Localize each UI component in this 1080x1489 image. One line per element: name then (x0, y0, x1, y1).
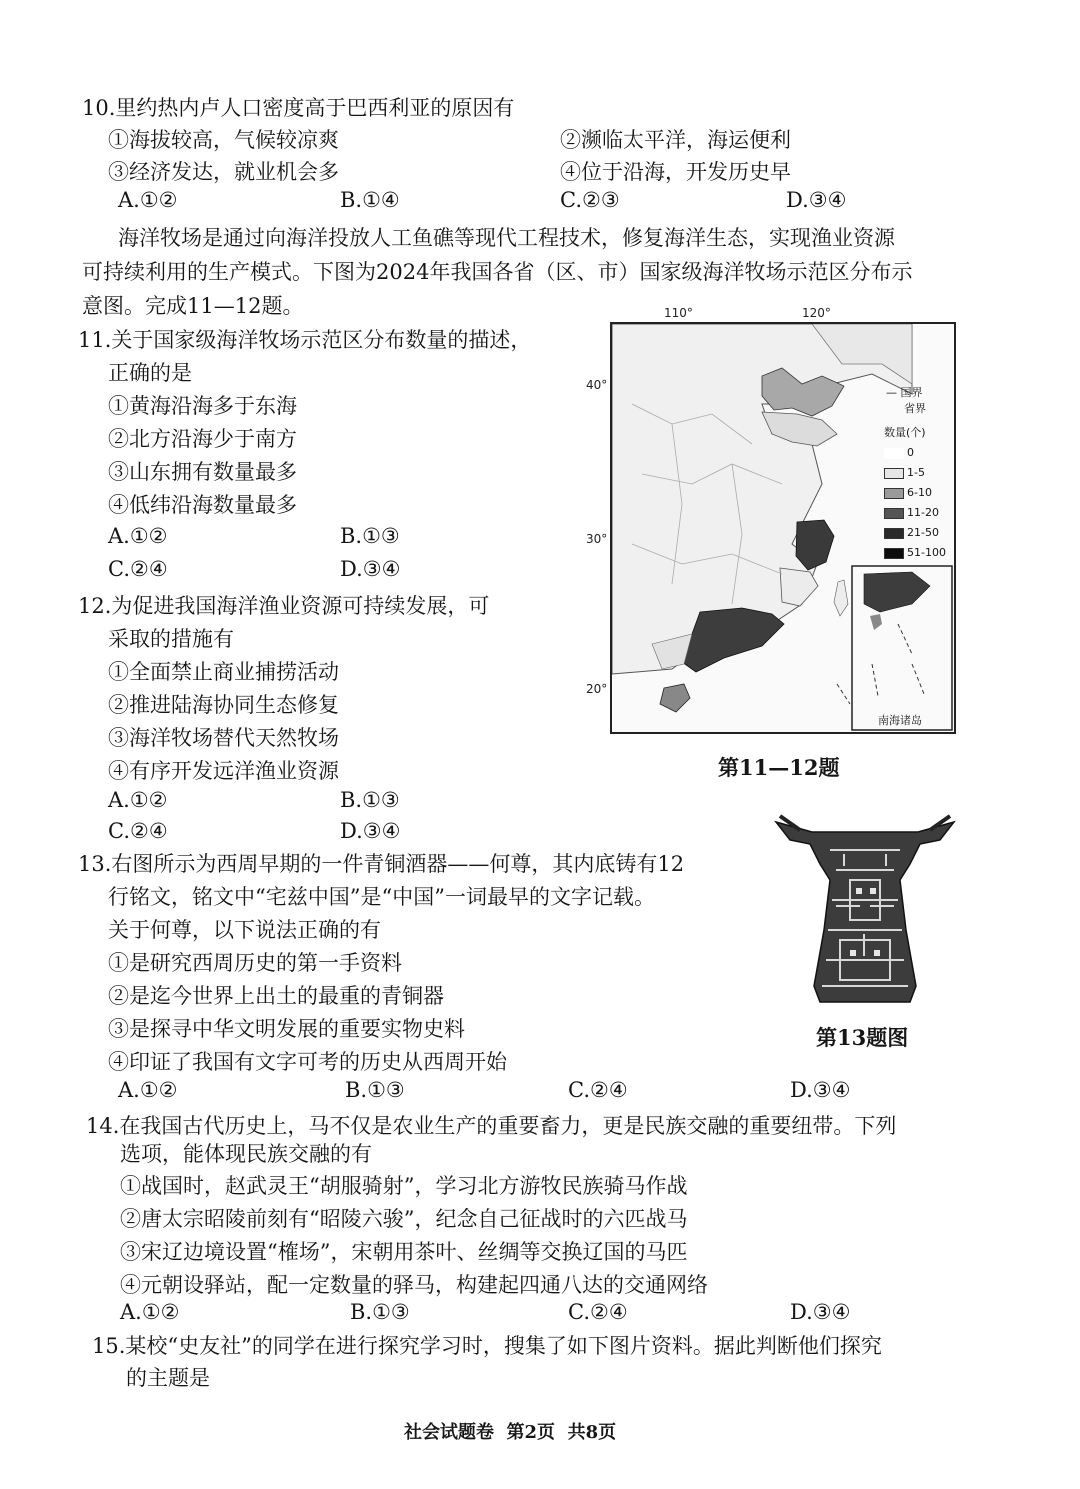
q15-stem-line-1: 15.某校“史友社”的同学在进行探究学习时，搜集了如下图片资料。据此判断他们探究 (92, 1334, 882, 1358)
q10-choice-c: C.②③ (560, 188, 620, 212)
lon-tick-110: 110° (664, 306, 693, 320)
q12-choice-a: A.①② (108, 788, 168, 812)
q14-stem-line-1: 14.在我国古代历史上，马不仅是农业生产的重要畜力，更是民族交融的重要纽带。下列 (86, 1114, 897, 1138)
q13-item-1: ①是研究西周历史的第一手资料 (108, 951, 402, 975)
q13-item-4: ④印证了我国有文字可考的历史从西周开始 (108, 1050, 507, 1074)
q11-item-3: ③山东拥有数量最多 (108, 460, 297, 484)
vessel-caption: 第13题图 (816, 1025, 909, 1050)
q11-item-1: ①黄海沿海多于东海 (108, 394, 297, 418)
q10-choice-a: A.①② (118, 188, 178, 212)
q13-item-2: ②是迄今世界上出土的最重的青铜器 (108, 984, 444, 1008)
legend-item-2: 6-10 (884, 486, 932, 499)
q11-stem-line-1: 11.关于国家级海洋牧场示范区分布数量的描述， (78, 328, 532, 352)
q14-stem-line-2: 选项，能体现民族交融的有 (120, 1142, 372, 1166)
legend-item-1: 1-5 (884, 466, 925, 479)
q14-choice-a: A.①② (120, 1300, 180, 1324)
q14-choice-d: D.③④ (790, 1300, 851, 1324)
q12-choice-b: B.①③ (340, 788, 400, 812)
lat-tick-20: 20° (586, 682, 608, 696)
legend-swatch (884, 508, 904, 519)
q10-stem: 10.里约热内卢人口密度高于巴西利亚的原因有 (82, 96, 515, 120)
q14-item-3: ③宋辽边境设置“榷场”，宋朝用茶叶、丝绸等交换辽国的马匹 (120, 1240, 688, 1264)
q13-choice-c: C.②④ (568, 1078, 628, 1102)
map-caption: 第11—12题 (718, 755, 840, 780)
lon-tick-120: 120° (802, 306, 831, 320)
q13-item-3: ③是探寻中华文明发展的重要实物史料 (108, 1017, 465, 1041)
legend-item-5: 51-100 (884, 546, 946, 559)
q13-choice-a: A.①② (118, 1078, 178, 1102)
q14-item-2: ②唐太宗昭陵前刻有“昭陵六骏”，纪念自己征战时的六匹战马 (120, 1207, 688, 1231)
legend-swatch (884, 488, 904, 499)
q13-stem-line-2: 行铭文，铭文中“宅兹中国”是“中国”一词最早的文字记载。 (108, 885, 655, 909)
inset-label: 南海诸岛 (878, 714, 922, 727)
legend-swatch (884, 528, 904, 539)
q14-item-1: ①战国时，赵武灵王“胡服骑射”，学习北方游牧民族骑马作战 (120, 1174, 688, 1198)
q15-stem-line-2: 的主题是 (126, 1366, 210, 1390)
q13-stem-line-3: 关于何尊，以下说法正确的有 (108, 918, 381, 942)
intro-line-2: 可持续利用的生产模式。下图为2024年我国各省（区、市）国家级海洋牧场示范区分布示 (82, 260, 913, 284)
q12-item-3: ③海洋牧场替代天然牧场 (108, 726, 339, 750)
he-zun-bronze-vessel-image (770, 810, 960, 1010)
q11-item-4: ④低纬沿海数量最多 (108, 493, 297, 517)
legend-item-4: 21-50 (884, 526, 939, 539)
q10-item-1: ①海拔较高，气候较凉爽 (108, 128, 339, 152)
legend-item-3: 11-20 (884, 506, 939, 519)
q12-item-4: ④有序开发远洋渔业资源 (108, 759, 339, 783)
lat-tick-40: 40° (586, 378, 608, 392)
q11-choice-c: C.②④ (108, 557, 168, 581)
q10-item-2: ②濒临太平洋，海运便利 (560, 128, 791, 152)
lat-tick-30: 30° (586, 532, 608, 546)
legend-national-border: — 国界 (886, 386, 923, 399)
q12-item-1: ①全面禁止商业捕捞活动 (108, 660, 339, 684)
q12-stem-line-1: 12.为促进我国海洋渔业资源可持续发展，可 (78, 594, 490, 618)
intro-line-3: 意图。完成11—12题。 (82, 294, 304, 318)
q14-choice-c: C.②④ (568, 1300, 628, 1324)
legend-title: 数量(个) (884, 426, 926, 439)
q12-choice-c: C.②④ (108, 819, 168, 843)
q13-choice-b: B.①③ (345, 1078, 405, 1102)
q10-choice-b: B.①④ (340, 188, 400, 212)
page-footer: 社会试题卷 第2页 共8页 (404, 1422, 617, 1443)
q14-item-4: ④元朝设驿站，配一定数量的驿马，构建起四通八达的交通网络 (120, 1273, 708, 1297)
legend-province-border: 省界 (904, 402, 926, 415)
q11-choice-d: D.③④ (340, 557, 401, 581)
q12-choice-d: D.③④ (340, 819, 401, 843)
q11-choice-a: A.①② (108, 524, 168, 548)
legend-item-0: 0 (884, 446, 914, 459)
q14-choice-b: B.①③ (350, 1300, 410, 1324)
legend-swatch (884, 548, 904, 559)
q12-stem-line-2: 采取的措施有 (108, 627, 234, 651)
q10-item-4: ④位于沿海，开发历史早 (560, 160, 791, 184)
legend-swatch (884, 468, 904, 479)
q11-choice-b: B.①③ (340, 524, 400, 548)
q10-item-3: ③经济发达，就业机会多 (108, 160, 339, 184)
q12-item-2: ②推进陆海协同生态修复 (108, 693, 339, 717)
intro-line-1: 海洋牧场是通过向海洋投放人工鱼礁等现代工程技术，修复海洋生态，实现渔业资源 (118, 226, 895, 250)
q13-choice-d: D.③④ (790, 1078, 851, 1102)
q11-item-2: ②北方沿海少于南方 (108, 427, 297, 451)
q10-choice-d: D.③④ (786, 188, 847, 212)
q13-stem-line-1: 13.右图所示为西周早期的一件青铜酒器——何尊，其内底铸有12 (78, 852, 685, 876)
q11-stem-line-2: 正确的是 (108, 361, 192, 385)
legend-swatch (884, 448, 904, 459)
